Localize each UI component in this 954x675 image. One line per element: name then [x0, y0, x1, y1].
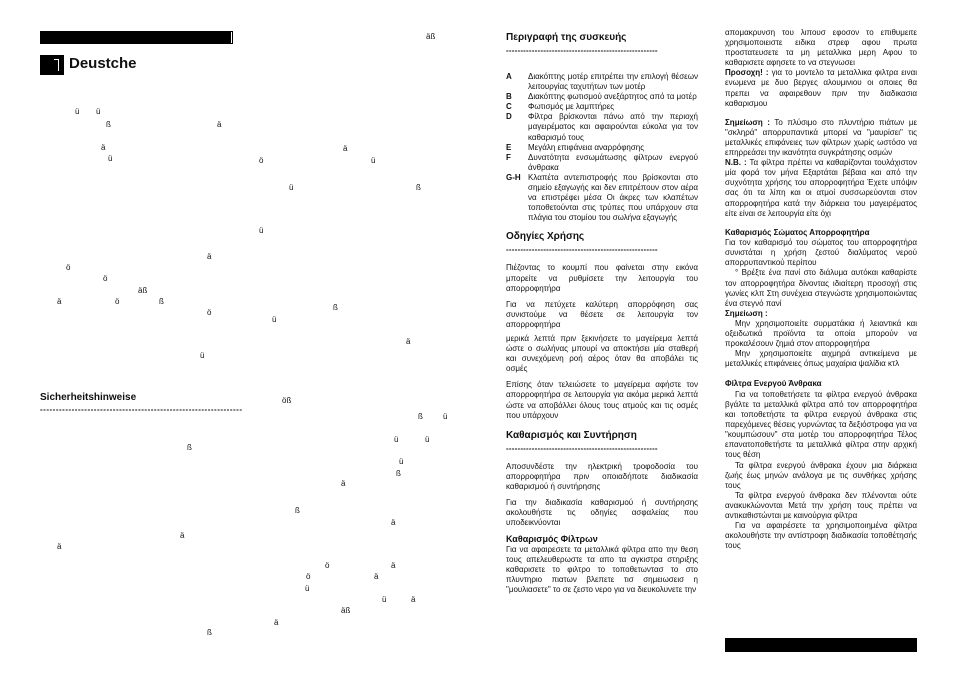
caution-text: για το μοντελο τα μεταλλικα φιλτρα ειναι ενωμενα με δυο βεργες αλουμινιου οι οποιες θα πρεπει να αφαιρεθουν πριν την διαδικασια καθαρισμου	[725, 68, 917, 108]
device-part-key: A	[506, 72, 512, 81]
device-description-title: Περιγραφή της συσκευής	[506, 32, 627, 43]
page-number: äß	[426, 32, 436, 41]
german-glyph: ä	[411, 595, 416, 604]
device-parts-list	[506, 72, 698, 223]
note-text-1: Το πλύσιμο στο πλυντήριο πιάτων με "σκληρά" απορρυπαντικά μπορεί να "μαυρίσει" τις μεταλλικές επιφάνειες των φίλτρων χωρίς ωστόσο να επηρρεάσει την ικανότητα συγκράτησης οσμών	[725, 117, 918, 158]
german-glyph: ü	[96, 107, 101, 116]
german-glyph: ü	[382, 595, 387, 604]
carbon-filter-title: Φίλτρα Ενεργού Άνθρακα	[725, 379, 822, 389]
usage-paragraph-1: Πιέζοντας το κουμπί που φαίνεται στην εικόνα μπορείτε να ρυθμίσετε την λειτουργία του απορροφητήρα	[506, 263, 698, 293]
german-glyph: ä	[217, 120, 222, 129]
footer-bar	[725, 638, 917, 652]
device-part-item	[506, 173, 698, 223]
device-part-item	[506, 153, 698, 173]
device-description-rule: -----------------------------------------------------	[506, 46, 658, 55]
usage-paragraph-2a: Για να πετύχετε καλύτερη απορρόφηση σας συνιστούμε να θέσετε σε λειτουργία τον απορροφητήρα	[506, 299, 698, 329]
body-cleaning-title: Καθαρισμός Σώματος Απορροφητήρα	[725, 227, 870, 237]
german-glyph: ö	[103, 274, 108, 283]
device-part-item	[506, 72, 698, 92]
cleaning-title: Καθαρισμός και Συντήρηση	[506, 429, 637, 441]
language-title: Deustche	[69, 55, 137, 72]
german-glyph: ß	[418, 412, 423, 421]
german-glyph: ä	[374, 572, 379, 581]
german-glyph: ß	[416, 183, 421, 192]
body-cleaning-paragraph-2: Βρέξτε ένα πανί στο διάλυμα αυτόκαι καθαρίστε τον απορροφητήρα δίνοντας ιδιαίτερη προσοχή στις γωνίες κλπ Στη συνέχεια στεγνώστε χρησιμοποιώντας ένα στεγνό πανί	[725, 268, 917, 308]
device-part-key: G-H	[506, 172, 521, 182]
carbon-filter-paragraph-2: Τα φίλτρα ενεργού άνθρακα έχουν μια διάρκεια ζωής έως μηνών ανάλογα με τις συνθήκες χρήσης τους	[725, 460, 917, 490]
german-glyph: ö	[66, 263, 71, 272]
german-glyph: äß	[341, 606, 351, 615]
german-glyph: ß	[159, 297, 164, 306]
german-glyph: ß	[207, 628, 212, 637]
german-glyph: ü	[200, 351, 205, 360]
german-glyph: ü	[75, 107, 80, 116]
usage-paragraph-2b: μερικά λεπτά πριν ξεκινήσετε το μαγείρεμα λεπτά ώστε ο σωλήνας μπουρί να αποκτήσει μία σταθερή και συνεχόμενη ροή αέρος όταν θα αποβάλει τις οσμές	[506, 333, 698, 374]
german-glyph: ß	[295, 506, 300, 515]
german-glyph: ä	[57, 542, 62, 551]
german-glyph: ä	[391, 561, 396, 570]
device-part-item	[506, 92, 698, 102]
caution-label: Προσοχη! :	[725, 68, 769, 78]
german-glyph: ö	[115, 297, 120, 306]
device-part-key: C	[506, 102, 512, 112]
german-glyph: ü	[108, 154, 113, 163]
german-glyph: ß	[333, 303, 338, 312]
carbon-filter-paragraph-3: Τα φίλτρα ενεργού άνθρακα δεν πλένονται ούτε ανακυκλώνονται Μετά την χρήση τους πρέπει να αντικαθιστώνται με καινούργια φίλτρα	[725, 490, 917, 521]
german-glyph: ö	[325, 561, 330, 570]
german-glyph: ä	[341, 479, 346, 488]
device-part-text: Διακόπτης φωτισμού ανεξάρτητος από τα μοτέρ	[528, 92, 697, 102]
german-glyph: ü	[272, 315, 277, 324]
cleaning-paragraph-1: Αποσυνδέστε την ηλεκτρική τροφοδοσία του απορροφητήρα πριν οποιαδήποτε διαδικασία καθαρισμού ή συντήρησης	[506, 461, 698, 491]
device-part-text: Μεγάλη επιφάνεια αναρρόφησης	[528, 142, 645, 152]
filter-cleaning-title: Καθαρισμός Φίλτρων	[506, 534, 598, 545]
safety-section-title: Sicherheitshinweise	[40, 392, 137, 403]
german-glyph: ö	[259, 156, 264, 165]
middle-column	[506, 28, 698, 595]
header-bar	[40, 31, 233, 44]
right-column	[725, 28, 917, 551]
cleaning-paragraph-2: Για την διαδικασία καθαρισμού ή συντήρησης ακολουθήστε τις οδηγίες ασφαλείας που υποδεικνύονται	[506, 498, 698, 528]
usage-title: Οδηγίες Χρήσης	[506, 231, 585, 243]
body-cleaning-paragraph-4: Μην χρησιμοποιείτε αιχμηρά αντικείμενα με μεταλλικές επιφάνειες όπως μαχαίρια ψαλίδια κτλ	[725, 349, 917, 369]
usage-paragraph-3: Επίσης όταν τελειώσετε το μαγείρεμα αφήστε τον απορροφητήρα σε λειτουργία για ακόμα μερικά λεπτά ώστε να αποβάλλει όλους τους ατμούς και τις οσμές που υπάρχουν	[506, 380, 698, 420]
body-cleaning-paragraph-3: Μην χρησιμοποιείτε συρματάκια ή λειαντικά και οξειδωτικά προϊόντα τα οποία μπορούν να προκαλέσουν ζημιά στον απορροφητήρα	[725, 318, 917, 349]
german-glyph: ä	[180, 531, 185, 540]
german-glyph: ß	[106, 120, 111, 129]
german-glyph: ü	[289, 183, 294, 192]
nb-text: Τα φίλτρα πρέπει να καθαρίζονται τουλάχιστον μία φορά τον μήνα Εξαρτάται βέβαια και από την συχνότητα χρήσης του απορροφητήρα Έχετε υπόψιν σας ότι τα λίπη και οι ατμοί συσσωρεύονται στον απορροφητήρα κατά την διάρκεια του μαγειρέματος είτε είναι σε λειτουργία είτε όχι	[725, 158, 917, 218]
body-cleaning-paragraph-1: Για τον καθαρισμό του σώματος του απορροφητήρα συνιστάται η χρήση ζεστού διαλύματος νερού απορρυπαντικού περίπου	[725, 238, 917, 268]
german-glyph: ä	[343, 144, 348, 153]
german-glyph: ü	[443, 412, 448, 421]
german-glyph: ß	[396, 469, 401, 478]
device-part-text: Διακόπτης μοτέρ επιτρέπει την επιλογή θέσεων λειτουργίας ταχυτήτων των μοτέρ	[528, 72, 698, 92]
note-label-1: Σημείωση :	[725, 117, 770, 127]
device-part-text: Φωτισμός με λαμπτήρες	[528, 102, 615, 112]
german-glyph: ä	[101, 143, 106, 152]
device-part-item	[506, 102, 698, 112]
german-glyph: ß	[187, 443, 192, 452]
device-part-text: Δυνατότητα ενσωμάτωσης φίλτρων ενεργού άνθρακα	[528, 152, 698, 172]
safety-section-rule: ----------------------------------------------------------------	[40, 405, 243, 414]
degree-mark: °	[735, 268, 739, 278]
german-glyph: ö	[306, 572, 311, 581]
german-glyph: ü	[305, 584, 310, 593]
device-part-item	[506, 143, 698, 153]
device-part-key: F	[506, 152, 511, 162]
note-label-2: Σημείωση :	[725, 308, 768, 318]
german-glyph: ü	[371, 156, 376, 165]
usage-rule: -----------------------------------------------------	[506, 245, 658, 255]
device-part-key: D	[506, 112, 512, 122]
german-glyph: ä	[274, 618, 279, 627]
device-part-item	[506, 112, 698, 142]
nb-label: Ν.Β. :	[725, 158, 747, 168]
carbon-filter-paragraph-1: Για να τοποθετήσετε τα φίλτρα ενεργού άνθρακα βγάλτε τα μεταλλικά φίλτρα από τον απορροφητήρα και τοποθετήστε τα φίλτρα ενεργού άνθρακα στις παρεχόμενες θέσεις γυρνώντας τα δεξιόστροφα για να "κουμπώσουν" στα μοτέρ του απορροφητήρα Τέλος επανατοποθετήστε τα μεταλλικά φίλτρα στην αρχική τους θέση	[725, 389, 917, 460]
german-glyph: ä	[406, 337, 411, 346]
device-part-key: E	[506, 142, 512, 152]
language-marker	[40, 55, 64, 75]
german-glyph: ä	[207, 252, 212, 261]
german-glyph: ü	[259, 226, 264, 235]
german-glyph: ü	[425, 435, 430, 444]
german-glyph: äß	[138, 286, 148, 295]
device-part-key: B	[506, 92, 512, 102]
safety-section-glyph: öß	[282, 396, 292, 405]
german-glyph: ä	[57, 297, 62, 306]
german-glyph: ü	[394, 435, 399, 444]
cleaning-rule: -----------------------------------------------------	[506, 443, 658, 453]
german-glyph: ä	[391, 518, 396, 527]
device-part-text: Κλαπέτα αντεπιστροφής που βρίσκονται στο σημείο εξαγωγής και δεν επιτρέπουν στον αέρα να επιστρέφει μέσα Οι άκρες των κλαπέτων τοποθετούνται στις τρύπες που υπάρχουν στα πλάγια του στομίου του σωλήνα εξαγωγής	[528, 172, 698, 223]
filter-cleaning-continued: απομακρυνση του λιπουσ εφοσον το επιθυμειτε χρησιμοποιειστε ειδικα στρεφ αφου πρωτα προστατευσετε τα μη μεταλλικα μερη Αφου το καθαρισετε αφησετε το να στεγνωσει	[725, 28, 917, 68]
german-glyph: ö	[207, 308, 212, 317]
filter-cleaning-paragraph: Για να αφαιρεσετε τα μεταλλικά φίλτρα απο την θεση τους απελευθερωστε τα απο τα αγκιστρα στηριξης καθαρισετε το φιλτρο το τοποθετωντασ το στο πλυντηριο πιατων βλεπετε τισ σημειωσεισ η "μουλιασετε" το σε ζεστο νερο για να διευκολυνετε την	[506, 544, 698, 595]
device-part-text: Φίλτρα βρίσκονται πάνω από την περιοχή μαγειρέματος και αφαιρούνται εύκολα για τον καθαρισμό τους	[528, 112, 698, 142]
german-glyph: ü	[399, 457, 404, 466]
carbon-filter-paragraph-4: Για να αφαιρέσετε τα χρησιμοποιημένα φίλτρα ακολουθήστε την αντίστροφη διαδικασία τοποθέτησής τους	[725, 521, 917, 551]
